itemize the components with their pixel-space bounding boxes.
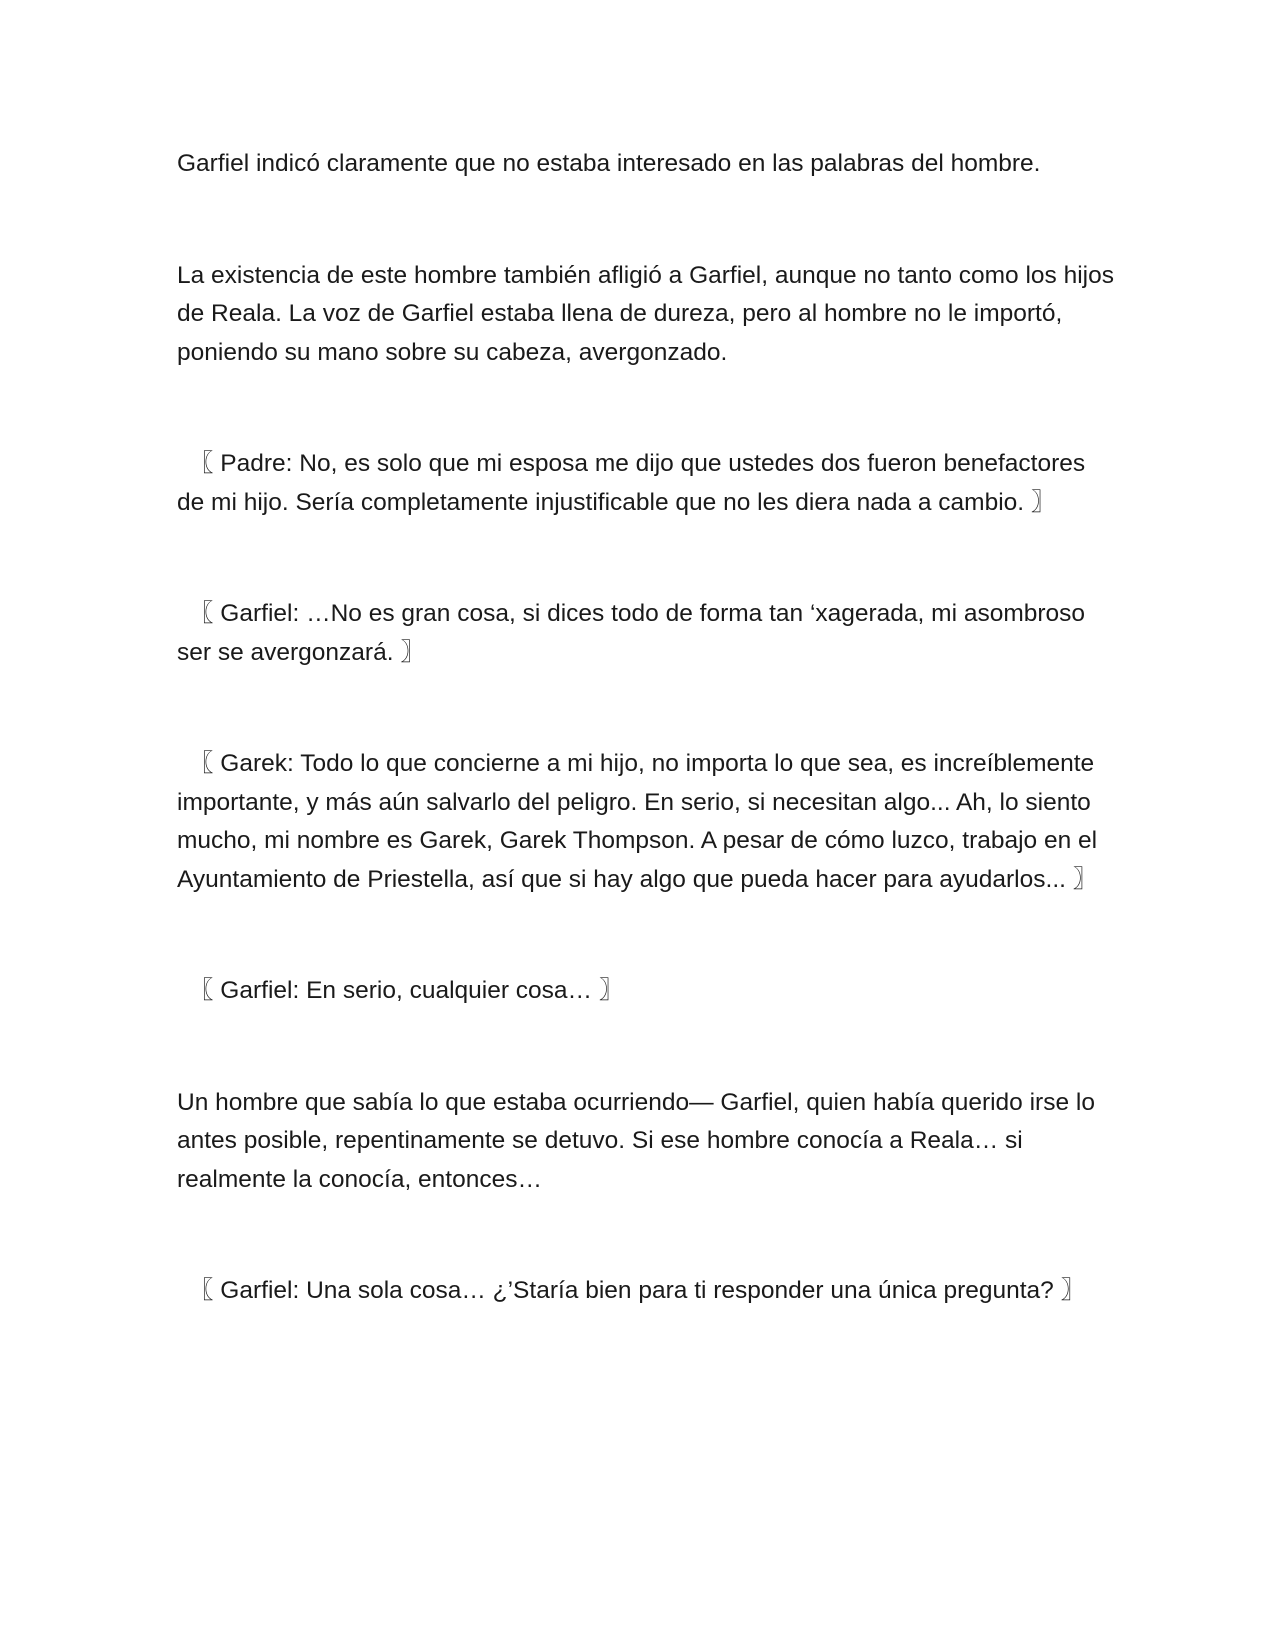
narration-paragraph: Un hombre que sabía lo que estaba ocurriendo— Garfiel, quien había querido irse lo antes posible, repentinamente se detuvo. Si ese hombre conocía a Reala… si realmente la conocía, entonces… xyxy=(177,1088,1095,1193)
dialogue-paragraph: 〖 Garfiel: …No es gran cosa, si dices todo de forma tan ‘xagerada, mi asombroso ser se avergonzará. 〗 xyxy=(177,600,1086,666)
document-body xyxy=(177,145,1117,1384)
dialogue-paragraph: 〖 Garfiel: Una sola cosa… ¿’Staría bien para ti responder una única pregunta? 〗 xyxy=(189,1277,1086,1304)
dialogue-paragraph: 〖 Garfiel: En serio, cualquier cosa… 〗 xyxy=(189,977,624,1004)
narration-paragraph: La existencia de este hombre también afligió a Garfiel, aunque no tanto como los hijos de Reala. La voz de Garfiel estaba llena de dureza, pero al hombre no le importó, poniendo su mano sobre su cabeza, avergonzado. xyxy=(177,261,1115,366)
dialogue-paragraph: 〖 Padre: No, es solo que mi esposa me dijo que ustedes dos fueron benefactores de mi hijo. Sería completamente injustificable que no les diera nada a cambio. 〗 xyxy=(177,450,1086,516)
narration-paragraph: Garfiel indicó claramente que no estaba interesado en las palabras del hombre. xyxy=(177,150,1041,177)
dialogue-paragraph: 〖 Garek: Todo lo que concierne a mi hijo, no importa lo que sea, es increíblemente importante, y más aún salvarlo del peligro. En serio, si necesitan algo... Ah, lo siento mucho, mi nombre es Garek, Garek Thompson. A pesar de cómo luzco, trabajo en el Ayuntamiento de Priestella, así que si hay algo que pueda hacer para ayudarlos... 〗 xyxy=(177,750,1098,893)
